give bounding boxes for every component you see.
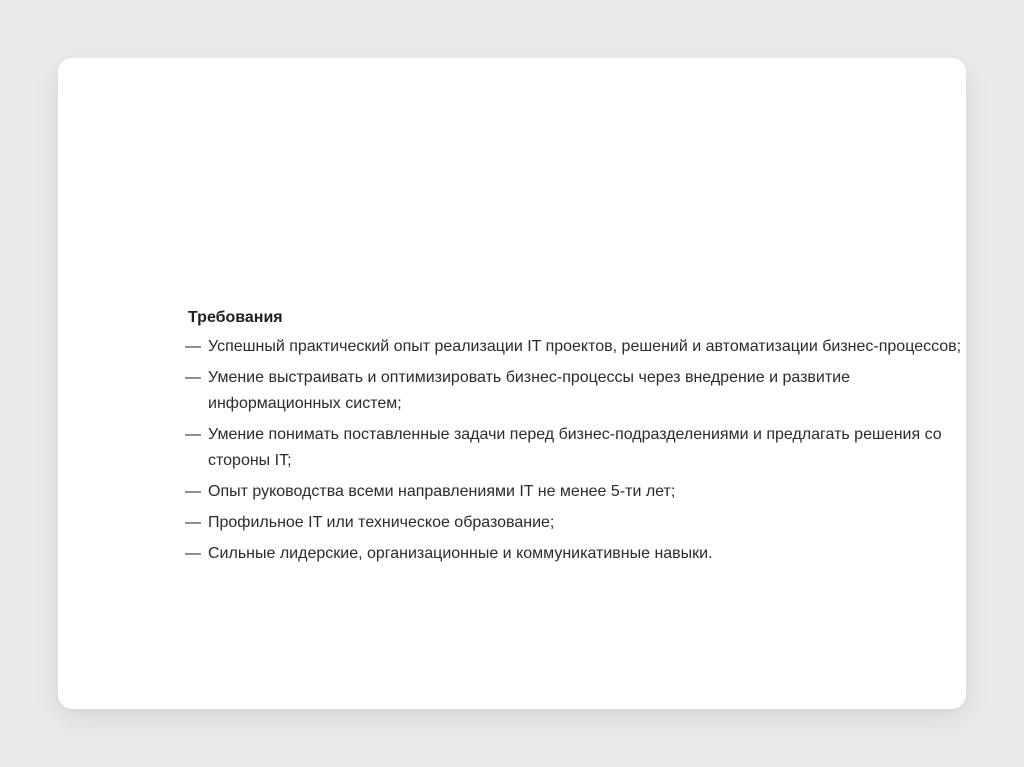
- bullet-dash: —: [185, 426, 201, 443]
- list-item-text: Успешный практический опыт реализации IT проектов, решений и автоматизации бизнес-процессов;: [208, 338, 962, 355]
- list-item-text: Умение понимать поставленные задачи перед бизнес-подразделениями и предлагать решения со стороны IT;: [208, 426, 942, 469]
- list-item: [187, 334, 967, 360]
- list-item-text: Умение выстраивать и оптимизировать бизнес-процессы через внедрение и развитие информационных систем;: [208, 369, 851, 412]
- list-item: [187, 541, 967, 567]
- bullet-dash: —: [185, 545, 201, 562]
- requirements-section: [187, 308, 967, 572]
- bullet-dash: —: [185, 483, 201, 500]
- bullet-dash: —: [185, 369, 201, 386]
- bullet-dash: —: [185, 514, 201, 531]
- bullet-dash: —: [185, 338, 201, 355]
- content-card: [58, 58, 966, 709]
- list-item-text: Сильные лидерские, организационные и коммуникативные навыки.: [208, 545, 713, 562]
- list-item-text: Опыт руководства всеми направлениями IT не менее 5-ти лет;: [208, 483, 676, 500]
- list-item: [187, 422, 967, 474]
- section-title: Требования: [188, 309, 283, 326]
- list-item: [187, 365, 967, 417]
- requirements-list: [187, 334, 967, 567]
- list-item: [187, 479, 967, 505]
- list-item-text: Профильное IT или техническое образование;: [208, 514, 555, 531]
- list-item: [187, 510, 967, 536]
